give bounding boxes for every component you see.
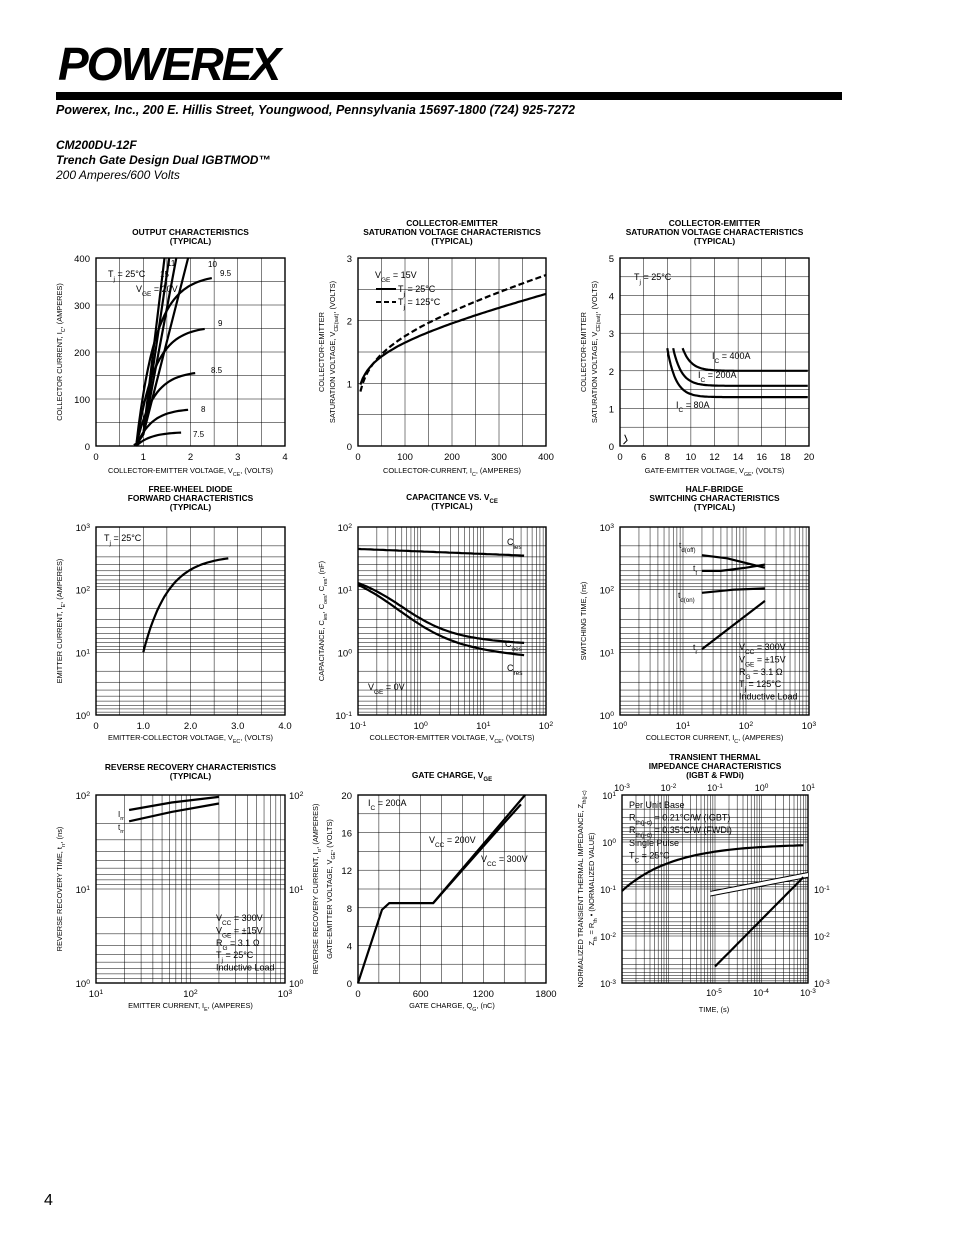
y-tick-label: $10^{-3}$ [600, 978, 616, 989]
x-tick-label: $10^1$ [675, 720, 691, 732]
annotation: $R_{th(j-c)} = 0.21^\circ C/W$ (IGBT) [629, 812, 731, 827]
chart-title: (TYPICAL) [693, 236, 736, 246]
x-tick-label: $10^{-1}$ [349, 720, 367, 732]
y-tick-label: $10^{-1}$ [335, 710, 352, 722]
data-curve [702, 565, 765, 571]
y-tick-label: 1 [346, 379, 352, 391]
y-axis-label: COLLECTOR-EMITTER [579, 312, 588, 392]
x-tick-label: 600 [412, 989, 429, 1000]
data-curve [358, 804, 521, 983]
annotation: $T_j = 125^\circ C$ [739, 679, 782, 693]
x-tick-label: 20 [803, 452, 815, 463]
chart-title: GATE CHARGE, $V_{GE}$ [411, 770, 493, 783]
x-axis-label: COLLECTOR-CURRENT, $I_C$, (AMPERES) [383, 466, 521, 478]
y-tick-label: 16 [341, 828, 352, 840]
y-axis-label: SATURATION VOLTAGE, $V_{CE(sat)}$, (VOLTS) [590, 280, 602, 424]
annotation: $T_j = 25^\circ C$ [104, 533, 142, 547]
annotation: $R_G = 3.1$ Ω [216, 937, 260, 952]
y-tick-label: $10^1$ [337, 585, 352, 597]
y2-tick-label: $10^2$ [289, 790, 304, 802]
chart-title: SWITCHING CHARACTERISTICS [649, 493, 780, 503]
chart-switch [579, 484, 816, 745]
y-tick-label: 0 [84, 442, 90, 453]
x-tick-label: $10^1$ [88, 988, 104, 1000]
chart-rr [55, 762, 323, 1013]
x-tick-label: 100 [397, 452, 413, 463]
y-tick-label: $10^0$ [602, 837, 616, 848]
annotation: $I_C = 200A$ [368, 798, 407, 812]
annotation: Inductive Load [216, 962, 275, 973]
annotation: $V_{CC} = 300V$ [481, 854, 528, 868]
x-axis-label: TIME, (s) [698, 1005, 730, 1014]
annotation: $V_{CC} = 300V$ [216, 913, 263, 927]
x-tick-label: 3 [235, 452, 241, 463]
x-tick-label: 0 [355, 452, 361, 463]
x-tick-label: 2.0 [183, 721, 198, 732]
y-tick-label: 8 [346, 903, 352, 915]
y-axis-label: NORMALIZED TRANSIENT THERMAL IMPEDANCE, $Z_{th(j-c)}$ [576, 790, 588, 988]
y2-axis-label: REVERSE RECOVERY CURRENT, $I_{rr}$, (AMPERES) [311, 803, 323, 975]
annotation: $t_{d(on)}$ [678, 590, 695, 604]
annotation: 9.5 [220, 269, 232, 278]
x-tick-label-top: $10^{-1}$ [707, 782, 723, 793]
y-tick-label: $10^1$ [602, 790, 616, 801]
annotation: $V_{CC} = 200V$ [429, 835, 476, 849]
x-tick-label: 0 [93, 452, 99, 463]
x-tick-label: 300 [491, 452, 507, 463]
annotation: $t_r$ [693, 642, 698, 656]
y-tick-label: $10^0$ [75, 710, 90, 722]
chart-title: FREE-WHEEL DIODE [148, 484, 233, 494]
x-tick-label: $10^2$ [538, 720, 554, 732]
grid [96, 527, 285, 715]
y-axis-label: REVERSE RECOVERY TIME, $t_{rr}$, (ns) [55, 826, 67, 952]
y2-tick-label: $10^{-2}$ [814, 931, 830, 942]
annotation: $I_C = 200A$ [698, 370, 737, 384]
x-tick-label: 6 [640, 452, 647, 463]
annotation: $I_C = 400A$ [712, 351, 751, 365]
y-axis-label: COLLECTOR CURRENT, $I_C$, (AMPERES) [55, 283, 67, 421]
data-curve [360, 275, 546, 392]
x-tick-label: 16 [756, 452, 768, 463]
y-tick-label: $10^0$ [75, 978, 90, 990]
x-axis-label: EMITTER-COLLECTOR VOLTAGE, $V_{EC}$, (VOLTS) [108, 733, 273, 745]
x-tick-label: 400 [538, 452, 554, 463]
chart-thermal [576, 752, 830, 1014]
x-tick-label: $10^2$ [183, 988, 198, 1000]
chart-title: (IGBT & FWDi) [686, 770, 744, 780]
grid [96, 795, 285, 983]
y-axis-label: CAPACITANCE, $C_{ies}$, $C_{oes}$, $C_{res}$, (nF) [317, 560, 329, 682]
annotation: $C_{ies}$ [507, 537, 522, 551]
annotation: 9 [218, 319, 223, 328]
annotation: $T_C = 25^\circ C$ [629, 850, 670, 864]
chart-title: SATURATION VOLTAGE CHARACTERISTICS [363, 227, 541, 237]
x-tick-label: 12 [709, 452, 720, 463]
y-axis-label: EMITTER CURRENT, $I_E$, (AMPERES) [55, 558, 67, 684]
x-tick-label: $10^3$ [801, 720, 817, 732]
company-address: Powerex, Inc., 200 E. Hillis Street, Youngwood, Pennsylvania 15697-1800 (724) 925-7272 [56, 103, 575, 117]
y-axis-label: $Z_{th} = R_{th}$ • (NORMALIZED VALUE) [587, 832, 599, 946]
chart-title: FORWARD CHARACTERISTICS [127, 493, 254, 503]
data-curve [129, 797, 219, 810]
y-tick-label: $10^1$ [75, 647, 90, 660]
y-tick-label: 4 [608, 291, 614, 303]
annotation: $R_{th(j-c)} = 0.35^\circ C/W$ (FWDi) [629, 825, 732, 839]
chart-vcesat_ic [317, 218, 554, 478]
chart-title: SATURATION VOLTAGE CHARACTERISTICS [625, 227, 804, 237]
x-tick-label: $10^0$ [612, 720, 628, 732]
data-curve [702, 588, 765, 592]
chart-title: IMPEDANCE CHARACTERISTICS [648, 761, 782, 771]
x-tick-label: 3.0 [231, 721, 245, 732]
data-curve [358, 549, 524, 556]
y-tick-label: 0 [346, 979, 352, 990]
x-axis-label: COLLECTOR-EMITTER VOLTAGE, $V_{CE}$, (VOLTS) [108, 466, 273, 478]
y-tick-label: 0 [346, 442, 352, 453]
annotation: $V_{GE} = 20V$ [136, 284, 178, 298]
y-tick-label: 2 [608, 366, 614, 378]
x-tick-label: $10^1$ [476, 720, 491, 732]
y-tick-label: $10^3$ [75, 522, 90, 534]
annotation: Per Unit Base [629, 800, 685, 810]
chart-title: HALF-BRIDGE [685, 484, 744, 494]
chart-title: (TYPICAL) [693, 502, 736, 512]
chart-title: REVERSE RECOVERY CHARACTERISTICS [104, 762, 277, 772]
annotation: 10 [208, 260, 217, 269]
x-tick-label-bottom: $10^{-5}$ [706, 987, 722, 998]
annotation: $V_{GE} = \pm 15V$ [739, 654, 786, 668]
annotation: $V_{GE} = \pm 15V$ [216, 925, 263, 939]
y2-tick-label: $10^{-3}$ [814, 978, 830, 989]
y-tick-label: 4 [346, 941, 352, 953]
y-tick-label: $10^0$ [599, 710, 614, 722]
chart-output [55, 227, 288, 478]
x-tick-label-top: $10^{-2}$ [660, 782, 677, 793]
chart-title: COLLECTOR-EMITTER [668, 218, 761, 228]
x-tick-label: 2 [187, 452, 194, 463]
page-number: 4 [44, 1192, 53, 1209]
annotation: $t_f$ [693, 563, 698, 577]
chart-title: COLLECTOR-EMITTER [406, 218, 498, 228]
chart-title: TRANSIENT THERMAL [669, 752, 761, 762]
x-tick-label: 4.0 [278, 721, 292, 732]
data-curve [358, 583, 524, 643]
y-tick-label: $10^2$ [75, 790, 90, 802]
legend-entry: $T_j = 25^\circ C$ [398, 284, 436, 298]
y-tick-label: $10^1$ [599, 647, 614, 660]
x-tick-label-bottom: $10^{-3}$ [800, 987, 816, 998]
grid [358, 795, 546, 983]
y2-tick-label: $10^{-1}$ [814, 884, 830, 895]
annotation: $t_{rr}$ [118, 823, 125, 835]
legend-entry: $V_{GE} = 15V$ [375, 270, 417, 284]
x-tick-label: $10^3$ [277, 988, 293, 1000]
y-axis-label: COLLECTOR-EMITTER [317, 312, 326, 392]
x-axis-label: GATE-EMITTER VOLTAGE, $V_{GE}$, (VOLTS) [644, 466, 785, 478]
chart-title: (TYPICAL) [169, 236, 212, 246]
chart-fwd [55, 484, 292, 745]
annotation: $T_j = 25^\circ C$ [108, 269, 146, 283]
x-tick-label: 1 [140, 452, 146, 463]
y2-tick-label: $10^0$ [289, 978, 304, 990]
x-tick-label: 4 [282, 452, 288, 463]
y-tick-label: 3 [346, 254, 352, 265]
x-tick-label: 0 [355, 989, 361, 1000]
y-tick-label: 200 [74, 348, 90, 359]
annotation: Single Pulse [629, 837, 680, 848]
x-axis-label: EMITTER CURRENT, $I_E$, (AMPERES) [128, 1001, 253, 1013]
y-axis-label: SATURATION VOLTAGE, $V_{CE(sat)}$, (VOLTS) [328, 280, 340, 424]
annotation: 7.5 [193, 430, 205, 439]
x-tick-label: 0 [617, 452, 623, 463]
annotation: $t_{d(off)}$ [679, 540, 696, 554]
y-tick-label: 400 [74, 254, 90, 265]
logo-text: POWEREX [58, 40, 280, 86]
annotation: $V_{CC} = 300V$ [739, 642, 786, 656]
x-tick-label: 1.0 [136, 721, 150, 732]
y-tick-label: $10^{-2}$ [600, 931, 616, 942]
chart-title: (TYPICAL) [169, 502, 212, 512]
y-tick-label: 12 [341, 866, 352, 878]
x-tick-label: 10 [685, 452, 697, 463]
annotation: Inductive Load [739, 691, 798, 702]
y-tick-label: $10^2$ [75, 585, 90, 597]
x-tick-label: 8 [664, 452, 670, 463]
annotation: $T_j = 25^\circ C$ [634, 272, 672, 286]
x-tick-label: $10^0$ [413, 720, 428, 732]
legend-entry: $T_j = 125^\circ C$ [398, 297, 441, 311]
chart-cap [317, 492, 553, 745]
chart-title: OUTPUT CHARACTERISTICS [132, 227, 249, 237]
y-tick-label: 300 [74, 301, 90, 312]
y-axis-label: GATE-EMITTER VOLTAGE, $V_{GE}$, (VOLTS) [325, 819, 337, 959]
y-tick-label: 20 [341, 791, 352, 802]
x-tick-label: 18 [780, 452, 791, 463]
chart-title: (TYPICAL) [169, 771, 212, 781]
x-tick-label-top: $10^1$ [801, 782, 815, 793]
x-tick-label: 1800 [535, 989, 557, 1000]
data-curve [360, 294, 546, 385]
chart-title: (TYPICAL) [431, 236, 473, 246]
y-tick-label: 3 [608, 329, 614, 341]
annotation: $C_{oes}$ [505, 639, 522, 653]
annotation: $I_{rr}$ [118, 810, 125, 822]
x-tick-label-bottom: $10^{-4}$ [753, 987, 769, 998]
y-tick-label: 1 [608, 404, 614, 416]
data-curve [129, 804, 219, 822]
chart-title: (TYPICAL) [431, 501, 473, 511]
y-tick-label: $10^1$ [75, 884, 90, 896]
annotation: $C_{res}$ [507, 663, 523, 677]
data-curve [433, 795, 525, 903]
x-tick-label: $10^2$ [738, 720, 754, 732]
y-tick-label: $10^3$ [599, 522, 614, 534]
x-axis-label: COLLECTOR CURRENT, $I_C$, (AMPERES) [645, 733, 784, 745]
y-tick-label: $10^{-1}$ [600, 884, 616, 895]
annotation: 8.5 [211, 366, 223, 375]
annotation: $R_G = 3.1$ Ω [739, 666, 783, 681]
annotation: $T_j = 25^\circ C$ [216, 950, 254, 964]
annotation: 11 [167, 259, 176, 268]
part-number: CM200DU-12F [56, 138, 137, 152]
x-tick-label: 1200 [472, 989, 494, 1000]
chart-vcesat_vge [579, 218, 814, 478]
y-tick-label: 0 [608, 442, 614, 453]
chart-title: CAPACITANCE VS. $V_{CE}$ [406, 492, 498, 505]
y-tick-label: 5 [608, 254, 614, 265]
y-tick-label: 100 [74, 395, 90, 406]
y-axis-label: SWITCHING TIME, (ns) [579, 581, 588, 661]
data-curve [624, 435, 628, 444]
y-tick-label: $10^2$ [337, 522, 352, 534]
y-tick-label: 2 [346, 316, 352, 328]
y2-tick-label: $10^1$ [289, 884, 304, 896]
x-tick-label: 14 [732, 452, 744, 463]
annotation: $V_{GE} = 0V$ [368, 682, 405, 696]
part-rating: 200 Amperes/600 Volts [56, 168, 180, 182]
x-tick-label: 0 [93, 721, 99, 732]
part-description: Trench Gate Design Dual IGBTMOD™ [56, 153, 271, 167]
x-tick-label-top: $10^{-3}$ [614, 782, 630, 793]
x-axis-label: COLLECTOR-EMITTER VOLTAGE, $V_{CE}$, (VOLTS) [369, 733, 535, 745]
y-tick-label: $10^2$ [599, 585, 614, 597]
x-axis-label: GATE CHARGE, $Q_G$, (nC) [409, 1001, 495, 1013]
chart-gate [325, 770, 557, 1013]
annotation: 8 [201, 405, 206, 414]
annotation: $I_C = 80A$ [676, 400, 710, 414]
x-tick-label-top: $10^0$ [754, 782, 769, 793]
annotation: 15 [160, 270, 169, 279]
x-tick-label: 200 [444, 452, 460, 463]
y-tick-label: $10^0$ [337, 647, 352, 660]
